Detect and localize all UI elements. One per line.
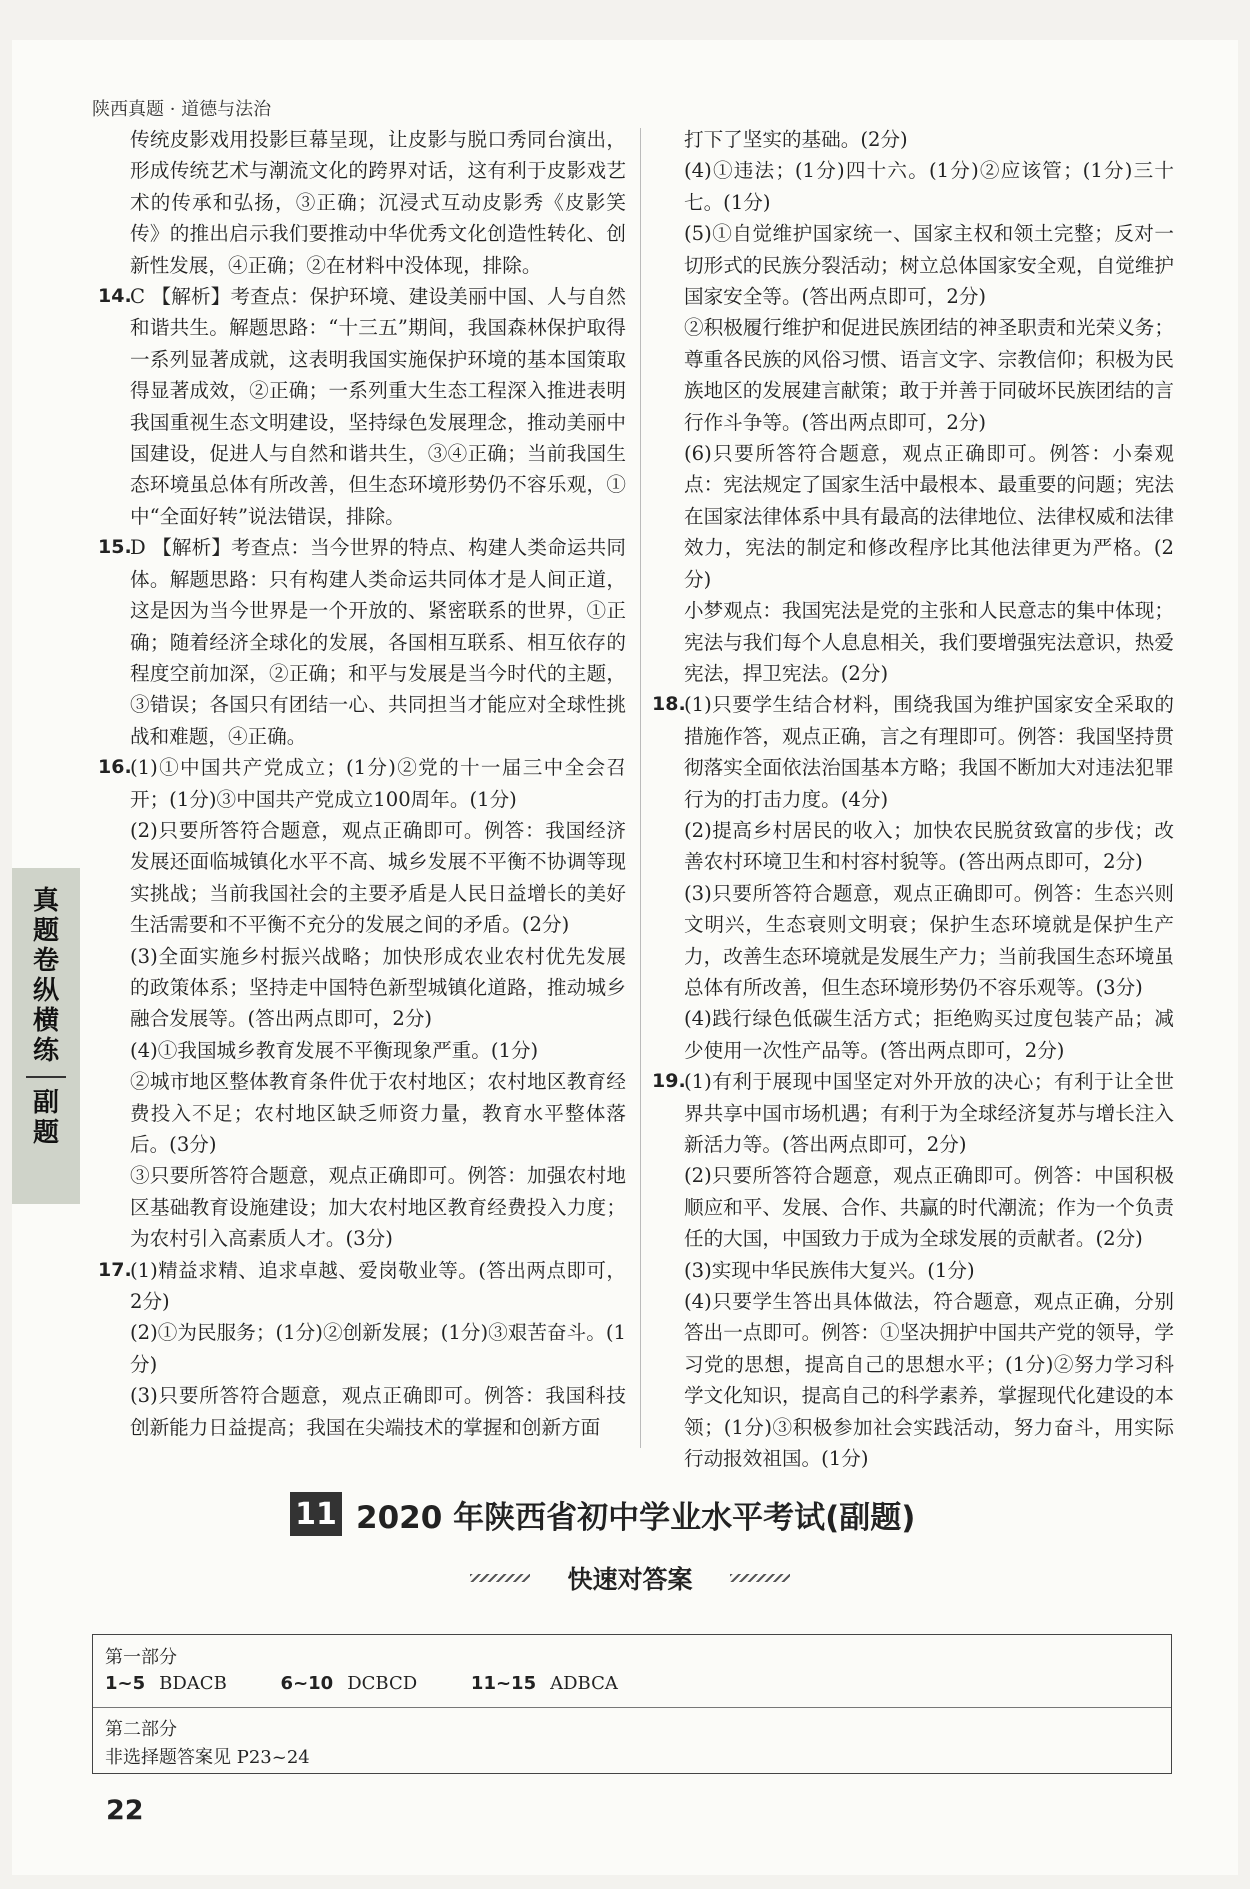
answer-paragraph: (2)只要所答符合题意，观点正确即可。例答：我国经济发展还面临城镇化水平不高、城乡发展不平衡不协调等现实挑战；当前我国社会的主要矛盾是人民日益增长的美好生活需要和不平衡不充分的发展之间的矛盾。(2分) [130,818,626,937]
answer-paragraph: (4)①我国城乡教育发展不平衡现象严重。(1分) [130,1038,539,1062]
answer-body [684,1066,1174,1474]
answer-group [471,1673,618,1694]
answer-paragraph: (3)实现中华民族伟大复兴。(1分) [684,1258,975,1282]
answer-paragraph: (4)只要学生答出具体做法，符合题意，观点正确，分别答出一点即可。例答：①坚决拥护中国共产党的领导，学习党的思想，提高自己的思想水平；(1分)②努力学习科学文化知识，提高自己的科学素养，掌握现代化建设的本领；(1分)③积极参加社会实践活动，努力奋斗，用实际行动报效祖国。(1分) [684,1290,1174,1471]
answer-paragraph: (1)有利于展现中国坚定对外开放的决心；有利于让全世界共享中国市场机遇；有利于为全球经济复苏与增长注入新活力等。(答出两点即可，2分) [684,1070,1174,1156]
answer-body [684,124,1174,689]
answer-letters: BDACB [159,1673,227,1694]
answer-entry [98,1255,626,1443]
answer-entry [652,689,1174,1066]
right-column [652,124,1174,1474]
answer-paragraph: C 【解析】考查点：保护环境、建设美丽中国、人与自然和谐共生。解题思路：“十三五”期间，我国森林保护取得一系列显著成就，这表明我国实施保护环境的基本国策取得显著成效，②正确；一系列重大生态工程深入推进表明我国重视生态文明建设，坚持绿色发展理念，推动美丽中国建设，促进人与自然和谐共生，③④正确；当前我国生态环境虽总体有所改善，但生态环境形势仍不容乐观，①中“全面好转”说法错误，排除。 [130,285,626,528]
answer-box-divider [93,1707,1171,1708]
side-tab-sub: 副题 [32,1088,59,1148]
answer-letters: ADBCA [550,1673,618,1694]
answer-paragraph: ②积极履行维护和促进民族团结的神圣职责和光荣义务；尊重各民族的风俗习惯、语言文字、宗教信仰；积极为民族地区的发展建言献策；敢于并善于同破坏民族团结的言行作斗争等。(答出两点即可，2分) [684,316,1174,434]
hatch-decoration-right [730,1574,790,1582]
answer-paragraph: (2)①为民服务；(1分)②创新发展；(1分)③艰苦奋斗。(1分) [130,1321,626,1376]
answer-paragraph: (3)全面实施乡村振兴战略；加快形成农业农村优先发展的政策体系；坚持走中国特色新型城镇化道路，推动城乡融合发展等。(答出两点即可，2分) [130,944,626,1031]
answer-body [130,752,626,1255]
section-title [290,1492,915,1536]
side-tab [12,868,80,1204]
question-number: 14. [98,285,132,308]
question-number: 19. [652,1070,686,1093]
answer-paragraph: ③只要所答符合题意，观点正确即可。例答：加强农村地区基础教育设施建设；加大农村地区教育经费投入力度；为农村引入高素质人才。(3分) [130,1164,626,1251]
answer-group [281,1673,418,1694]
part2-note: 非选择题答案见 P23~24 [105,1747,310,1768]
answer-entry [652,124,1174,689]
answer-paragraph: (4)践行绿色低碳生活方式；拒绝购买过度包装产品；减少使用一次性产品等。(答出两点即可，2分) [684,1007,1174,1062]
page-number: 22 [106,1795,144,1826]
answer-body [130,1255,626,1443]
answer-paragraph: 小梦观点：我国宪法是党的主张和人民意志的集中体现；宪法与我们每个人息息相关，我们要增强宪法意识，热爱宪法，捍卫宪法。(2分) [684,599,1174,685]
question-number: 15. [98,536,132,559]
question-number: 17. [98,1258,132,1281]
quick-answer-title: 快速对答案 [567,1565,693,1594]
question-number: 18. [652,693,686,716]
answer-paragraph: (1)精益求精、追求卓越、爱岗敬业等。(答出两点即可，2分) [130,1258,626,1314]
answer-paragraph: 打下了坚实的基础。(2分) [684,128,908,151]
left-column [98,124,626,1443]
answer-entry [98,124,626,281]
section-number-badge: 11 [290,1492,342,1536]
answer-body [684,689,1174,1066]
answer-paragraph: (1)只要学生结合材料，围绕我国为维护国家安全采取的措施作答，观点正确，言之有理即可。例答：我国坚持贯彻落实全面依法治国基本方略；我国不断加大对违法犯罪行为的打击力度。(4分) [684,693,1174,811]
part2-label: 第二部分 [105,1719,177,1740]
answer-range: 11~15 [470,1673,537,1694]
answer-groups-row [105,1673,666,1694]
answer-paragraph: (3)只要所答符合题意，观点正确即可。例答：生态兴则文明兴，生态衰则文明衰；保护生态环境就是保护生产力，改善生态环境就是发展生产力；当前我国生态环境虽总体有所改善，但生态环境形势仍不容乐观等。(3分) [684,881,1174,999]
side-tab-main: 真题卷纵横练 [32,886,59,1066]
section-title-text: 2020 年陕西省初中学业水平考试(副题) [356,1499,916,1536]
answer-paragraph: D 【解析】考查点：当今世界的特点、构建人类命运共同体。解题思路：只有构建人类命运共同体才是人间正道，这是因为当今世界是一个开放的、紧密联系的世界，①正确；随着经济全球化的发展，各国相互联系、相互依存的程度空前加深，②正确；和平与发展是当今时代的主题，③错误；各国只有团结一心、共同担当才能应对全球性挑战和难题，④正确。 [130,536,626,748]
answer-body [130,281,626,532]
hatch-decoration-left [470,1574,530,1582]
answer-entry [652,1066,1174,1474]
answer-paragraph: ②城市地区整体教育条件优于农村地区；农村地区教育经费投入不足；农村地区缺乏师资力量，教育水平整体落后。(3分) [130,1070,626,1156]
answer-entry [98,281,626,532]
answer-letters: DCBCD [347,1673,418,1694]
answer-paragraph: (6)只要所答符合题意，观点正确即可。例答：小秦观点：宪法规定了国家生活中最根本、最重要的问题；宪法在国家法律体系中具有最高的法律地位、法律权威和法律效力，宪法的制定和修改程序比其他法律更为严格。(2分) [684,442,1174,591]
answer-range: 1~5 [105,1673,146,1694]
answer-entry [98,532,626,752]
answer-paragraph: (1)①中国共产党成立；(1分)②党的十一届三中全会召开；(1分)③中国共产党成立100周年。(1分) [130,756,626,811]
answer-paragraph: 传统皮影戏用投影巨幕呈现，让皮影与脱口秀同台演出，形成传统艺术与潮流文化的跨界对话，这有利于皮影戏艺术的传承和弘扬，③正确；沉浸式互动皮影秀《皮影笑传》的推出启示我们要推动中华优秀文化创造性转化、创新性发展，④正确；②在材料中没体现，排除。 [130,128,626,277]
side-tab-separator [26,1076,66,1078]
answer-paragraph: (2)提高乡村居民的收入；加快农民脱贫致富的步伐；改善农村环境卫生和村容村貌等。(答出两点即可，2分) [684,818,1174,874]
column-divider [640,128,641,1448]
answer-paragraph: (3)只要所答符合题意，观点正确即可。例答：我国科技创新能力日益提高；我国在尖端技术的掌握和创新方面 [130,1384,626,1439]
answer-key-box [92,1634,1172,1774]
answer-paragraph: (4)①违法；(1分)四十六。(1分)②应该管；(1分)三十七。(1分) [684,159,1174,214]
answer-entry [98,752,626,1255]
answer-range: 6~10 [280,1673,334,1694]
part1-label: 第一部分 [105,1647,177,1668]
question-number: 16. [98,756,132,779]
answer-paragraph: (2)只要所答符合题意，观点正确即可。例答：中国积极顺应和平、发展、合作、共赢的时代潮流；作为一个负责任的大国，中国致力于成为全球发展的贡献者。(2分) [684,1164,1174,1251]
answer-group [105,1673,227,1694]
answer-paragraph: (5)①自觉维护国家统一、国家主权和领土完整；反对一切形式的民族分裂活动；树立总体国家安全观，自觉维护国家安全等。(答出两点即可，2分) [684,222,1174,309]
quick-answer-heading [480,1560,780,1596]
answer-body [130,532,626,752]
running-header: 陕西真题 · 道德与法治 [92,99,272,120]
answer-body [130,124,626,281]
